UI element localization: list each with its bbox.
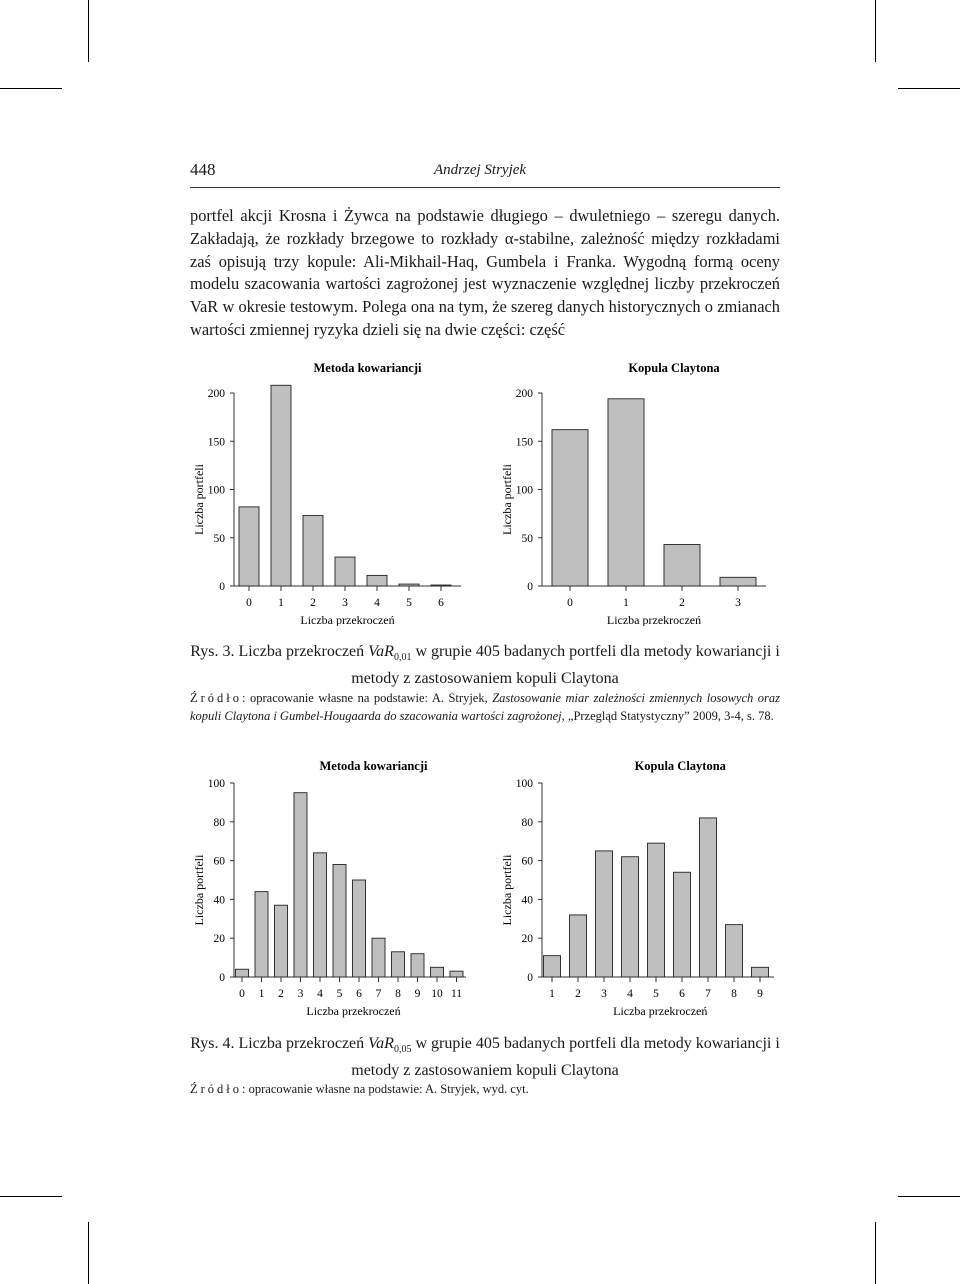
bar: [674, 872, 691, 977]
source-tail: , „Przegląd Statystyczny” 2009, 3-4, s. 78.: [561, 709, 774, 723]
source-label: Źródło: [190, 1082, 243, 1096]
bar: [367, 575, 387, 586]
x-axis-label: Liczba przekroczeń: [606, 613, 702, 626]
chart-fig4-covariance: [186, 752, 466, 1025]
x-tick-label: 2: [575, 988, 581, 1000]
bar: [700, 818, 717, 977]
caption-prefix: Rys. 4. Liczba przekroczeń: [190, 1035, 369, 1052]
bar: [596, 851, 613, 977]
y-tick-label: 60: [521, 855, 533, 868]
y-axis-label: Liczba portfeli: [500, 464, 514, 535]
x-axis-label: Liczba przekroczeń: [300, 613, 395, 626]
y-tick-label: 0: [219, 581, 225, 593]
x-tick-label: 9: [414, 988, 421, 1000]
x-tick-label: 1: [278, 597, 284, 609]
bar: [544, 956, 561, 977]
y-tick-label: 0: [527, 581, 533, 593]
x-tick-label: 3: [601, 988, 607, 1000]
x-tick-label: 8: [395, 988, 401, 1000]
caption-var: VaR: [368, 1035, 394, 1052]
crop-mark: [88, 1222, 89, 1284]
bar: [622, 857, 639, 977]
y-tick-label: 100: [515, 484, 533, 497]
bar: [552, 430, 588, 586]
y-tick-label: 0: [527, 972, 533, 984]
crop-mark: [0, 88, 62, 89]
y-tick-label: 150: [207, 436, 225, 449]
y-axis-label: Liczba portfeli: [500, 854, 514, 926]
x-tick-label: 4: [317, 988, 323, 1000]
x-tick-label: 3: [297, 988, 304, 1000]
x-axis-label: Liczba przekroczeń: [613, 1004, 708, 1018]
bar: [333, 864, 346, 977]
page-number: 448: [190, 160, 216, 179]
x-tick-label: 6: [679, 988, 685, 1000]
y-tick-label: 200: [207, 388, 225, 400]
bar: [236, 969, 249, 977]
bar: [720, 577, 756, 586]
x-tick-label: 7: [375, 988, 382, 1000]
bar: [752, 967, 769, 977]
chart-svg: [186, 752, 466, 1020]
caption-prefix: Rys. 3. Liczba przekroczeń: [190, 643, 369, 660]
y-tick-label: 0: [219, 972, 225, 984]
bar: [294, 793, 307, 977]
bar: [431, 967, 444, 977]
bar: [239, 507, 259, 586]
bar: [664, 545, 700, 586]
source-italic: Zastosowanie miar zależności zmiennych losowych oraz kopuli Claytona i Gumbel-Hougaarda do szacowania wartości zagrożonej: [190, 691, 780, 723]
bar: [271, 385, 291, 586]
crop-mark: [88, 0, 89, 62]
x-tick-label: 5: [653, 988, 659, 1000]
y-tick-label: 50: [213, 532, 225, 545]
body-text: [190, 205, 780, 342]
x-tick-label: 5: [406, 597, 412, 609]
y-tick-label: 40: [521, 894, 533, 907]
chart-svg: [186, 356, 466, 626]
bar: [314, 853, 327, 977]
x-tick-label: 5: [336, 988, 343, 1000]
chart-fig3-covariance: [186, 356, 466, 631]
y-tick-label: 80: [213, 816, 225, 829]
x-tick-label: 3: [735, 597, 741, 609]
caption-sub: 0,01: [393, 652, 412, 664]
crop-mark: [898, 1196, 960, 1197]
crop-mark: [875, 1222, 876, 1284]
x-tick-label: 6: [438, 597, 444, 609]
x-tick-label: 1: [258, 988, 265, 1000]
chart-fig4-clayton: [494, 752, 774, 1025]
chart-title: Kopula Claytona: [628, 361, 720, 375]
x-tick-label: 2: [278, 988, 284, 1000]
figure4-caption: [190, 1033, 780, 1081]
x-tick-label: 3: [342, 597, 348, 609]
source-text: : opracowanie własne na podstawie: A. Stryjek,: [242, 691, 493, 705]
bar: [450, 971, 463, 977]
x-tick-label: 9: [757, 988, 763, 1000]
x-tick-label: 0: [567, 597, 573, 609]
x-tick-label: 2: [679, 597, 685, 609]
y-tick-label: 150: [515, 436, 533, 449]
x-tick-label: 4: [627, 988, 633, 1000]
bar: [411, 954, 424, 977]
bar: [275, 905, 288, 977]
bar: [431, 585, 451, 586]
y-tick-label: 100: [515, 778, 533, 790]
bar: [353, 880, 366, 977]
figure3-source: [190, 689, 780, 725]
y-tick-label: 200: [515, 388, 533, 400]
source-label: Źródło: [190, 691, 243, 705]
x-axis-label: Liczba przekroczeń: [306, 1004, 401, 1018]
x-tick-label: 1: [623, 597, 629, 609]
x-tick-label: 8: [731, 988, 737, 1000]
bar: [726, 925, 743, 977]
bar: [648, 843, 665, 977]
body-paragraph: portfel akcji Krosna i Żywca na podstawie długiego – dwuletniego – szeregu danych. Zakładają, że rozkłady brzegowe to rozkłady α-stabilne, zależność między rozkładami zaś opisują trzy kopule: Ali-Mikhail-Haq, Gumbela i Franka. Wygodną formą oceny modelu szacowania wartości zagrożonej jest wyznaczenie względnej liczby przekroczeń VaR w okresie testowym. Polega ona na tym, że szereg danych historycznych o zmianach wartości zmiennej ryzyka dzieli się na dwie części: część: [190, 206, 780, 339]
y-tick-label: 80: [521, 816, 533, 829]
figure3-caption: [190, 641, 780, 689]
bar: [335, 557, 355, 586]
chart-svg: [494, 356, 774, 626]
y-axis-label: Liczba portfeli: [192, 854, 206, 926]
y-tick-label: 50: [521, 532, 533, 545]
caption-rest: w grupie 405 badanych portfeli dla metody kowariancji i metody z zastosowaniem kopuli Claytona: [351, 643, 780, 688]
crop-mark: [875, 0, 876, 62]
x-tick-label: 11: [450, 988, 463, 1000]
y-tick-label: 60: [213, 855, 225, 868]
caption-var: VaR: [368, 643, 394, 660]
y-tick-label: 20: [521, 933, 533, 946]
bar: [392, 952, 405, 977]
caption-sub: 0,05: [393, 1044, 412, 1056]
y-tick-label: 20: [213, 933, 225, 946]
bar: [303, 516, 323, 586]
x-tick-label: 0: [246, 597, 252, 609]
chart-fig3-clayton: [494, 356, 774, 631]
chart-svg: [494, 752, 774, 1020]
bar: [255, 892, 268, 977]
bar: [570, 915, 587, 977]
bar: [399, 584, 419, 586]
figure4-source: [190, 1080, 780, 1098]
x-tick-label: 7: [705, 988, 711, 1000]
chart-title: Kopula Claytona: [634, 759, 726, 773]
x-tick-label: 2: [310, 597, 316, 609]
bar: [608, 399, 644, 586]
chart-title: Metoda kowariancji: [319, 759, 428, 773]
x-tick-label: 6: [356, 988, 362, 1000]
y-axis-label: Liczba portfeli: [192, 464, 206, 535]
bar: [372, 938, 385, 977]
caption-rest: w grupie 405 badanych portfeli dla metody kowariancji i metody z zastosowaniem kopuli Claytona: [351, 1035, 780, 1080]
running-head-author: Andrzej Stryjek: [434, 162, 527, 178]
x-tick-label: 0: [239, 988, 245, 1000]
x-tick-label: 1: [549, 988, 555, 1000]
x-tick-label: 4: [374, 597, 380, 609]
y-tick-label: 40: [213, 894, 225, 907]
source-text: : opracowanie własne na podstawie: A. Stryjek, wyd. cyt.: [242, 1082, 529, 1096]
x-tick-label: 10: [431, 988, 443, 1000]
crop-mark: [898, 88, 960, 89]
y-tick-label: 100: [207, 778, 225, 790]
chart-title: Metoda kowariancji: [313, 361, 422, 375]
header-rule: [190, 187, 780, 188]
y-tick-label: 100: [207, 484, 225, 497]
crop-mark: [0, 1196, 62, 1197]
